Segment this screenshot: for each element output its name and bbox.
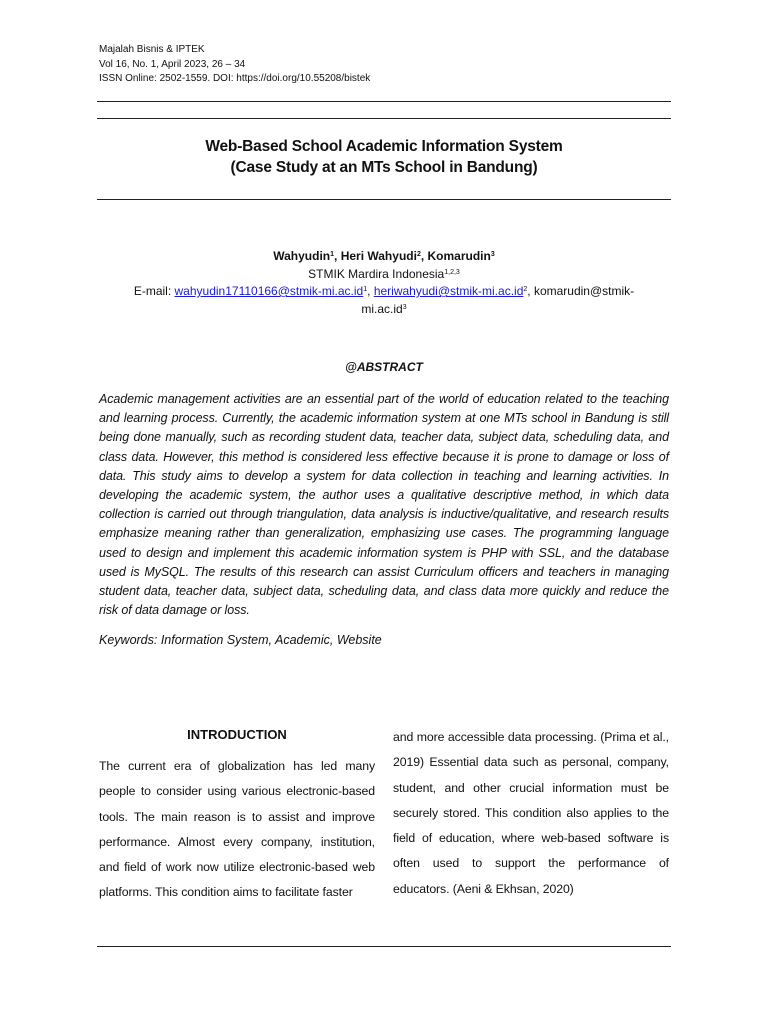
intro-left-text: The current era of globalization has led many people to consider using various electronic-based tools. The main reason is to assist and improve performance. Almost every company, institution, and field of work now utilize electronic-based web platforms. This condition aims to facilitate faster — [99, 759, 375, 900]
intro-right-text: and more accessible data processing. (Prima et al., 2019) Essential data such as personal, company, student, and other crucial information must be securely stored. This condition also applies to the field of education, where web-based software is often used to support the performance of educators. (Aeni & Ekhsan, 2020) — [393, 730, 669, 896]
email-3-start: , komarudin@stmik- — [527, 284, 635, 298]
email-link-2[interactable]: heriwahyudi@stmik-mi.ac.id — [373, 284, 524, 298]
intro-right-column — [393, 725, 669, 902]
journal-header — [99, 43, 370, 87]
intro-left-column — [99, 727, 375, 906]
paper-title — [97, 136, 671, 178]
title-rule-bottom — [97, 199, 671, 200]
author-names: Wahyudin$^1$, Heri Wahyudi$^2$, Komarudin$^3$ — [273, 249, 495, 263]
author-block — [97, 247, 671, 317]
author-2: Heri Wahyudi — [340, 249, 417, 263]
header-rule-top — [97, 101, 671, 102]
email-link-1[interactable]: wahyudin17110166@stmik-mi.ac.id — [174, 284, 364, 298]
email-3-end: mi.ac.id — [361, 301, 403, 316]
footer-rule — [97, 946, 671, 947]
journal-issn-doi: ISSN Online: 2502-1559. DOI: https://doi.org/10.55208/bistek — [99, 73, 371, 84]
abstract-body: Academic management activities are an essential part of the world of education related to the teaching and learning process. Currently, the academic information system at one MTs school in Bandung is still being done manually, such as recording student data, teacher data, subject data, scheduling data, and class data. However, this method is considered less effective because it is prone to damage or loss of data. This study aims to develop a system for data collection in teaching and learning activities. In developing the academic system, the author uses a qualitative descriptive method, in which data collection is carried out through triangulation, data analysis is inductive/qualitative, and research results emphasize meaning rather than generalization, emphasizing use cases. The programming language used to design and implement this academic information system is PHP with SSL, and the database used is MySQL. The results of this research can assist Curriculum officers and teachers in managing student data, teacher data, subject data, scheduling data, and class data more quickly and reduce the risk of data damage or loss. — [99, 392, 669, 618]
author-1: Wahyudin — [273, 249, 331, 263]
affiliation: STMIK Mardira Indonesia$^{1,2,3}$ — [308, 266, 460, 281]
email-line-cont: $mi.ac.id^3$ — [361, 301, 407, 316]
journal-name: Majalah Bisnis & IPTEK — [99, 44, 205, 55]
title-line-1: Web-Based School Academic Information System — [205, 138, 563, 155]
keywords: Keywords: Information System, Academic, Website — [99, 633, 382, 647]
email-line: E-mail: $wahyudin17110166@stmik-mi.ac.id^1$, $heriwahyudi@stmik-mi.ac.id^2$, komarudin@stmik- — [133, 284, 635, 298]
abstract-heading: @ABSTRACT — [345, 360, 423, 374]
title-rule-top — [97, 118, 671, 119]
author-3: Komarudin — [427, 249, 491, 263]
journal-volume: Vol 16, No. 1, April 2023, 26 – 34 — [99, 58, 246, 70]
title-line-2: (Case Study at an MTs School in Bandung) — [230, 159, 538, 176]
intro-heading: INTRODUCTION — [187, 727, 287, 742]
